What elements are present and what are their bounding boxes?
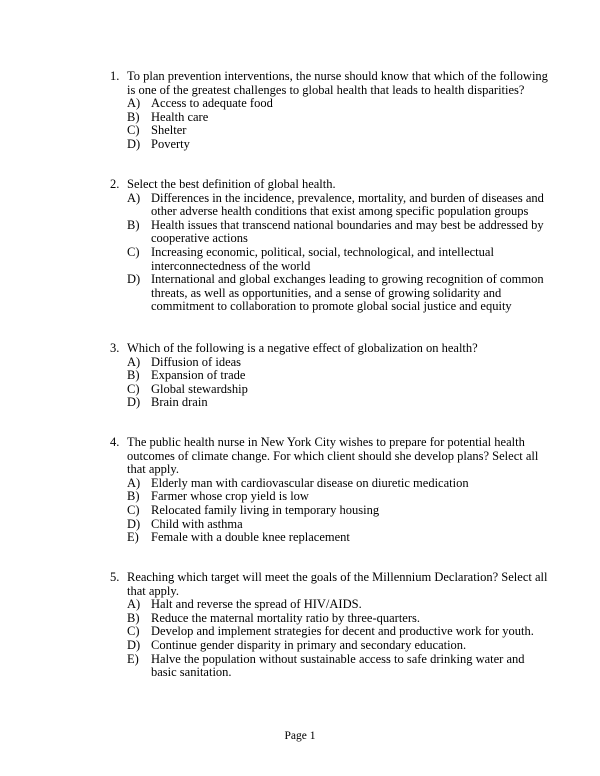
- question-text: Reaching which target will meet the goals of the Millennium Declaration? Select all that apply.: [127, 570, 548, 598]
- question-4: [0, 436, 600, 545]
- option-letter: A): [127, 190, 141, 205]
- option-letter: B): [127, 610, 140, 625]
- option-text: Relocated family living in temporary housing: [151, 502, 380, 517]
- option-text: Diffusion of ideas: [151, 354, 242, 369]
- option-letter: C): [127, 502, 140, 517]
- option-text: Health issues that transcend national boundaries and may best be addressed by cooperative actions: [151, 217, 544, 246]
- option-text: Access to adequate food: [151, 96, 273, 111]
- question-stem: [0, 342, 550, 356]
- answer-option: [0, 490, 551, 504]
- question-text: Which of the following is a negative effect of globalization on health?: [127, 341, 478, 355]
- option-letter: D): [127, 637, 141, 652]
- question-number: 4.: [110, 435, 120, 449]
- question-text: Select the best definition of global health.: [127, 177, 336, 191]
- option-text: Increasing economic, political, social, technological, and intellectual interconnectedness of the world: [151, 244, 494, 273]
- answer-option: [0, 124, 551, 138]
- question-1: [0, 70, 600, 152]
- question-number: 1.: [110, 69, 120, 83]
- option-text: Expansion of trade: [151, 368, 246, 383]
- answer-option: [0, 219, 551, 246]
- question-number: 5.: [110, 570, 120, 584]
- option-text: Poverty: [151, 136, 190, 151]
- option-text: Reduce the maternal mortality ratio by three-quarters.: [151, 610, 420, 625]
- answer-option: [0, 246, 551, 273]
- question-number: 3.: [110, 341, 120, 355]
- option-text: Female with a double knee replacement: [151, 530, 350, 545]
- answer-option: [0, 598, 551, 612]
- answer-option: [0, 356, 551, 370]
- option-letter: E): [127, 530, 139, 545]
- question-5: [0, 571, 600, 680]
- option-text: Farmer whose crop yield is low: [151, 489, 309, 504]
- answer-option: [0, 369, 551, 383]
- option-letter: A): [127, 475, 141, 490]
- option-letter: C): [127, 381, 140, 396]
- answer-option: [0, 625, 551, 639]
- answer-option: [0, 111, 551, 125]
- answer-option: [0, 97, 551, 111]
- option-text: Brain drain: [151, 395, 208, 410]
- answer-option: [0, 396, 551, 410]
- option-text: Health care: [151, 109, 209, 124]
- option-text: Child with asthma: [151, 516, 243, 531]
- page-number: Page 1: [284, 730, 316, 742]
- answer-option: [0, 383, 551, 397]
- answer-option: [0, 138, 551, 152]
- question-number: 2.: [110, 177, 120, 191]
- option-text: Global stewardship: [151, 381, 248, 396]
- answer-option: [0, 477, 551, 491]
- option-text: Elderly man with cardiovascular disease on diuretic medication: [151, 475, 469, 490]
- option-text: Shelter: [151, 123, 187, 138]
- option-letter: D): [127, 395, 141, 410]
- option-letter: C): [127, 244, 140, 259]
- option-letter: A): [127, 597, 141, 612]
- answer-option: [0, 531, 551, 545]
- option-letter: B): [127, 109, 140, 124]
- option-text: Continue gender disparity in primary and secondary education.: [151, 637, 467, 652]
- option-text: Develop and implement strategies for decent and productive work for youth.: [151, 624, 534, 639]
- answer-option: [0, 612, 551, 626]
- option-letter: E): [127, 651, 139, 666]
- option-letter: D): [127, 136, 141, 151]
- option-letter: C): [127, 123, 140, 138]
- option-text: Differences in the incidence, prevalence, mortality, and burden of diseases and other adverse health conditions that exist among specific population groups: [151, 190, 544, 219]
- option-letter: A): [127, 96, 141, 111]
- answer-option: [0, 639, 551, 653]
- option-letter: B): [127, 217, 140, 232]
- question-3: [0, 342, 600, 410]
- answer-option: [0, 273, 551, 314]
- question-2: [0, 178, 600, 314]
- option-text: Halve the population without sustainable access to safe drinking water and basic sanitation.: [151, 651, 525, 680]
- option-text: Halt and reverse the spread of HIV/AIDS.: [151, 597, 362, 612]
- question-text: The public health nurse in New York City wishes to prepare for potential health outcomes of climate change. For which client should she develop plans? Select all that apply.: [127, 435, 539, 477]
- question-stem: [0, 436, 550, 477]
- option-text: International and global exchanges leading to growing recognition of common threats, as well as opportunities, and a sense of growing solidarity and commitment to collaboration to promote global social justice and equity: [151, 272, 544, 314]
- question-stem: [0, 178, 550, 192]
- option-letter: B): [127, 368, 140, 383]
- option-letter: D): [127, 516, 141, 531]
- option-letter: A): [127, 354, 141, 369]
- option-letter: D): [127, 272, 141, 287]
- question-stem: [0, 70, 550, 97]
- answer-option: [0, 504, 551, 518]
- answer-option: [0, 653, 551, 680]
- option-letter: C): [127, 624, 140, 639]
- question-text: To plan prevention interventions, the nurse should know that which of the following is one of the greatest challenges to global health that leads to health disparities?: [127, 69, 548, 97]
- answer-option: [0, 192, 551, 219]
- answer-option: [0, 518, 551, 532]
- option-letter: B): [127, 489, 140, 504]
- question-stem: [0, 571, 550, 598]
